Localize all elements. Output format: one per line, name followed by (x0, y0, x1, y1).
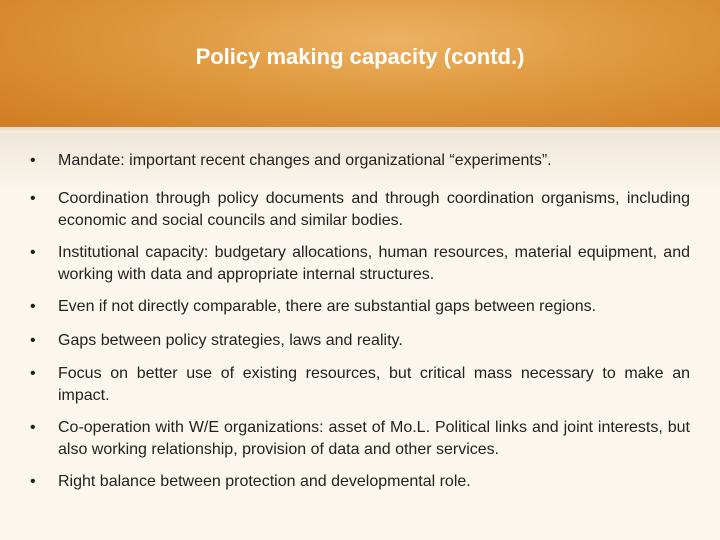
bullet-text: Gaps between policy strategies, laws and reality. (58, 332, 403, 349)
bullet-dot: • (30, 419, 36, 436)
bullet-dot: • (30, 190, 36, 207)
bullet-text: Focus on better use of existing resources, but critical mass necessary to make an impact. (58, 365, 690, 404)
bullet-text: Mandate: important recent changes and organizational “experiments”. (58, 152, 552, 169)
bullet-dot: • (30, 244, 36, 261)
title-banner (0, 0, 720, 133)
bullet-text: Co-operation with W/E organizations: asset of Mo.L. Political links and joint interests, but also working relationship, provision of data and other services. (58, 419, 690, 458)
bullet-dot: • (30, 473, 36, 490)
bullet-dot: • (30, 332, 36, 349)
bullet-text: Institutional capacity: budgetary allocations, human resources, material equipment, and working with data and appropriate internal structures. (58, 244, 690, 283)
bullet-dot: • (30, 298, 36, 315)
bullet-text: Right balance between protection and developmental role. (58, 473, 471, 490)
bullet-dot: • (30, 152, 36, 169)
bullet-text: Even if not directly comparable, there are substantial gaps between regions. (58, 298, 597, 315)
bullet-dot: • (30, 365, 36, 382)
bullet-text: Coordination through policy documents and through coordination organisms, including economic and social councils and similar bodies. (58, 190, 690, 229)
slide-title: Policy making capacity (contd.) (195, 44, 525, 69)
